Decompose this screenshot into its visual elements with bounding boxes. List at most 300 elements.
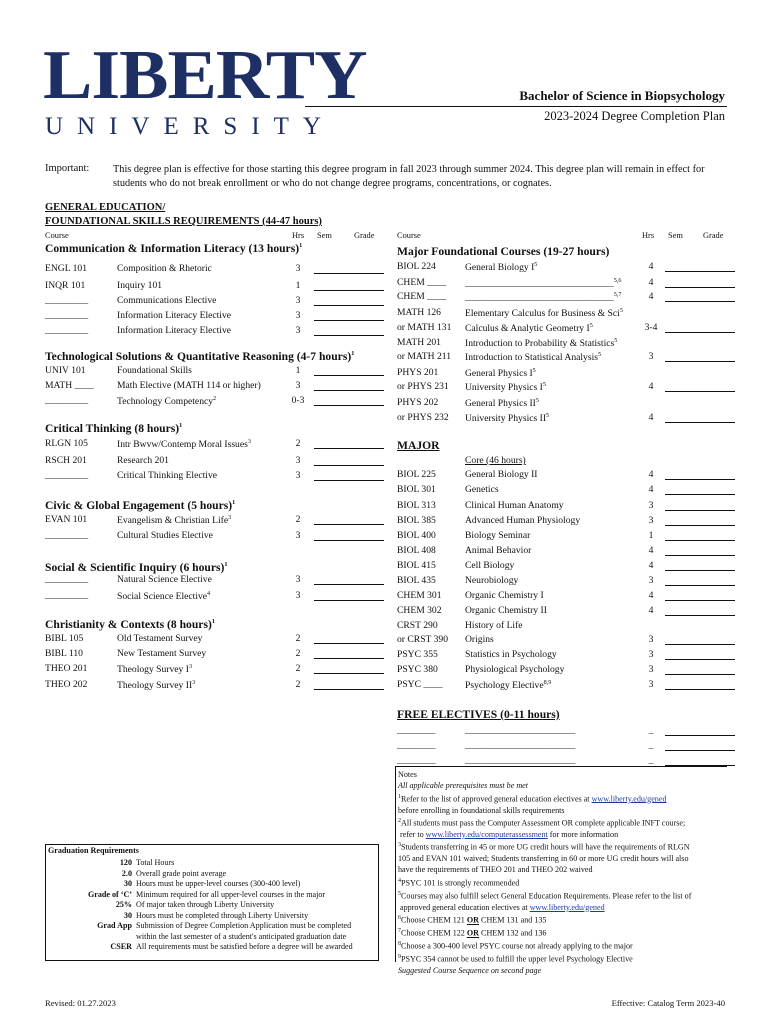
grad-req-text: Overall grade point average [136, 868, 227, 878]
course-name: Animal Behavior [465, 545, 532, 556]
course-row [0, 397, 770, 412]
course-name: Introduction to Statistical Analysis$^5$ [465, 351, 602, 364]
footnote-ref: 1 [351, 350, 355, 358]
semester-blank[interactable] [665, 494, 701, 495]
grad-req-key: CSER [110, 942, 132, 951]
course-code: ________ [397, 725, 436, 736]
footnote-ref: 5,6 [613, 277, 622, 284]
course-row [0, 455, 770, 470]
course-hours: 4 [648, 484, 654, 495]
course-row [0, 351, 770, 366]
course-hours: 2 [295, 438, 301, 449]
course-code: RSCH 201 [45, 455, 87, 466]
course-row [0, 438, 770, 453]
course-code: _________ [45, 295, 89, 306]
semester-blank[interactable] [665, 510, 701, 511]
course-name: _______________________ [465, 740, 576, 751]
course-name: History of Life [465, 620, 523, 631]
note-4: $^4$PSYC 101 is strongly recommended [398, 877, 520, 888]
course-row [0, 469, 770, 484]
course-hours: 2 [295, 679, 301, 690]
grad-req-key: Grade of ‘C’ [87, 889, 132, 899]
semester-blank[interactable] [665, 585, 701, 586]
course-row [0, 322, 770, 337]
col-grade-right: Grade [703, 231, 724, 240]
course-name: Information Literacy Elective [117, 310, 232, 321]
course-hours: _ [648, 740, 654, 751]
grad-req-text: within the last semester of a student's anticipated graduation date [136, 931, 347, 941]
course-code: _________ [45, 574, 89, 585]
grade-blank[interactable] [699, 510, 735, 511]
gen-ed-title-line1: GENERAL EDUCATION/ [45, 202, 166, 213]
note-9: $^9$PSYC 354 cannot be used to fulfill the upper level Psychology Elective [398, 953, 633, 964]
semester-blank[interactable] [665, 361, 701, 362]
semester-blank[interactable] [314, 448, 350, 449]
course-code: _________ [45, 470, 89, 481]
course-name: General Physics $II^5$ [465, 397, 539, 410]
course-name: Origins [465, 634, 494, 645]
grade-blank[interactable] [699, 540, 735, 541]
grade-blank[interactable] [699, 287, 735, 288]
course-hours: 0-3 [291, 395, 305, 406]
course-code: CHEM ____ [397, 277, 447, 288]
course-name: Introduction to Probability & Statistics$^5$ [465, 337, 618, 350]
col-grade-left: Grade [354, 231, 375, 240]
course-code: PSYC 380 [397, 664, 438, 675]
course-hours: 4 [648, 590, 654, 601]
grad-req-text: All requirements must be satisfied before a degree will be awarded [136, 942, 353, 951]
grade-blank[interactable] [699, 570, 735, 571]
important-text: This degree plan is effective for those starting this degree program in fall 2023 through summer 2024. This degree plan will remain in effect for students who do not break enrollment or who do not change degree programs, concentrations, or cognates. [113, 164, 705, 189]
course-code: or MATH 211 [397, 351, 452, 362]
revised-date: Revised: 01.27.2023 [45, 998, 116, 1008]
course-name: Psychology Elective$^{8,9}$ [465, 679, 552, 692]
semester-blank[interactable] [665, 540, 701, 541]
title-rule [305, 106, 727, 107]
course-name: Cell Biology [465, 560, 515, 571]
note-1-cont: before enrolling in foundational skills requirements [398, 805, 565, 815]
grad-req-key: 2.0 [121, 868, 132, 878]
course-row [0, 560, 770, 575]
course-row [0, 484, 770, 499]
course-code: CHEM 302 [397, 605, 442, 616]
course-name: _______________________ [465, 725, 576, 736]
course-name: Social Science Elective$^4$ [117, 590, 211, 603]
course-hours: 4 [648, 261, 654, 272]
course-row [0, 381, 770, 396]
course-hours: 1 [295, 280, 301, 291]
footnote-ref: 3 [192, 679, 196, 686]
footnote-ref: 3 [228, 514, 232, 521]
course-row [0, 590, 770, 605]
course-name: Old Testament Survey [117, 633, 203, 644]
semester-blank[interactable] [665, 570, 701, 571]
course-row [0, 291, 770, 306]
course-name: General Biology II [465, 469, 538, 480]
course-hours: 3 [295, 380, 301, 391]
grade-blank[interactable] [699, 361, 735, 362]
footnote-ref: 4 [207, 590, 211, 597]
semester-blank[interactable] [665, 555, 701, 556]
course-hours: 3 [295, 310, 301, 321]
grade-blank[interactable] [699, 479, 735, 480]
grade-blank[interactable] [699, 735, 735, 736]
course-hours: 3-4 [644, 322, 658, 333]
grade-blank[interactable] [348, 448, 384, 449]
grad-req-text: Of major taken through Liberty University [136, 900, 275, 909]
note-5-cont: approved general education electives at www.liberty.edu/gened [400, 902, 605, 912]
course-code: ________ [397, 740, 436, 751]
course-hours: 3 [648, 679, 654, 690]
grade-blank[interactable] [699, 271, 735, 272]
course-name: Research 201 [117, 455, 169, 466]
course-code: THEO 202 [45, 679, 88, 690]
course-hours: 3 [295, 263, 301, 274]
course-hours: 3 [295, 590, 301, 601]
course-name: Cultural Studies Elective [117, 530, 213, 541]
grade-blank[interactable] [699, 674, 735, 675]
plan-subtitle: 2023-2024 Degree Completion Plan [544, 109, 725, 123]
course-name: Math Elective (MATH 114 or higher) [117, 380, 261, 391]
course-name: Elementary Calculus for Business & Sci$^5$ [465, 307, 623, 320]
footnote-ref: 5 [535, 397, 539, 404]
free-electives-title: FREE ELECTIVES (0-11 hours) [397, 708, 560, 721]
grade-blank[interactable] [348, 465, 384, 466]
notes-intro: All applicable prerequisites must be met [398, 781, 529, 791]
course-row [0, 277, 770, 292]
liberty-logo: LIBERTY [43, 36, 367, 115]
section-title-text: Critical Thinking (8 hours) [45, 422, 180, 435]
free-elective-row [0, 725, 770, 740]
semester-blank[interactable] [665, 271, 701, 272]
course-hours: 4 [648, 605, 654, 616]
course-hours: 3 [295, 574, 301, 585]
col-course-left: Course [45, 231, 69, 240]
course-code: PSYC ____ [397, 679, 443, 690]
notes-box [395, 766, 727, 975]
note-3: $^3$Students transferring in 45 or more UG credit hours will have the requirements of RLGN [398, 842, 690, 852]
semester-blank[interactable] [665, 735, 701, 736]
course-code: EVAN 101 [45, 514, 88, 525]
course-hours: 3 [648, 515, 654, 526]
course-code: MATH 201 [397, 337, 441, 348]
course-hours: _ [648, 725, 654, 736]
major-title: MAJOR [397, 439, 440, 452]
course-code: BIOL 225 [397, 469, 436, 480]
course-code: BIOL 385 [397, 515, 436, 526]
course-hours: 2 [295, 633, 301, 644]
note-6: $^6$Choose CHEM 121 OR CHEM 131 and 135 [398, 915, 547, 925]
grade-blank[interactable] [699, 494, 735, 495]
col-course-right: Course [397, 231, 421, 240]
grade-blank[interactable] [699, 555, 735, 556]
semester-blank[interactable] [665, 422, 701, 423]
course-hours: 2 [295, 514, 301, 525]
grade-blank[interactable] [699, 391, 735, 392]
grade-blank[interactable] [699, 659, 735, 660]
footnote-ref: 1 [224, 561, 228, 569]
degree-title: Bachelor of Science in Biopsychology [519, 88, 725, 103]
course-hours: 3 [648, 575, 654, 586]
footnote-ref: 1 [232, 499, 236, 507]
gened-link-2[interactable]: www.liberty.edu/gened [529, 902, 605, 912]
course-name: Physiological Psychology [465, 664, 565, 675]
course-row [0, 620, 770, 635]
course-hours: 4 [648, 560, 654, 571]
semester-blank[interactable] [665, 479, 701, 480]
note-3-cont2: have the requirements of THEO 201 and THEO 202 waived [398, 865, 593, 875]
course-hours: 4 [648, 277, 654, 288]
grade-blank[interactable] [699, 689, 735, 690]
semester-blank[interactable] [314, 465, 350, 466]
course-name: Calculus & Analytic Geometry $I^5$ [465, 322, 593, 335]
course-code: or CRST 390 [397, 634, 448, 645]
note-1: $^1$Refer to the list of approved general education electives at www.liberty.edu/gened [398, 793, 667, 804]
note-5: $^5$Courses may also fulfill select General Education Requirements. Please refer to the list of [398, 890, 692, 901]
course-name: _______________________ [465, 755, 576, 766]
course-hours: 3 [295, 295, 301, 306]
effective-term: Effective: Catalog Term 2023-40 [611, 998, 725, 1008]
semester-blank[interactable] [665, 750, 701, 751]
footnote-ref: 5 [619, 307, 623, 314]
course-code: MATH ____ [45, 380, 94, 391]
course-row [0, 605, 770, 620]
footnote-ref: 5,7 [613, 291, 622, 298]
course-row [0, 337, 770, 352]
grad-req-text: Hours must be completed through Liberty University [136, 910, 309, 920]
semester-blank[interactable] [665, 525, 701, 526]
course-hours: 4 [648, 545, 654, 556]
course-code: CHEM 301 [397, 590, 442, 601]
grade-blank[interactable] [699, 525, 735, 526]
course-name: Communications Elective [117, 295, 217, 306]
course-row [0, 664, 770, 679]
course-code: or MATH 131 [397, 322, 452, 333]
course-row [0, 500, 770, 515]
section-title-text: Technological Solutions & Quantitative Reasoning (4-7 hours) [45, 350, 352, 363]
section-title-text: Communication & Information Literacy (13 hours) [45, 242, 300, 255]
grad-req-key: 30 [123, 879, 132, 888]
semester-blank[interactable] [665, 674, 701, 675]
section-title-text: Civic & Global Engagement (5 hours) [45, 499, 233, 512]
course-name: Genetics [465, 484, 499, 495]
grade-blank[interactable] [699, 750, 735, 751]
course-code: BIBL 110 [45, 648, 83, 659]
course-name: Intr Bwvw/Contemp Moral Issues$^3$ [117, 438, 251, 451]
course-row [0, 545, 770, 560]
course-name: _______________________________$^{5,6}$ [465, 277, 622, 290]
grade-blank[interactable] [699, 615, 735, 616]
semester-blank[interactable] [665, 644, 701, 645]
course-code: or PHYS 231 [397, 381, 449, 392]
course-code: _________ [45, 395, 89, 406]
course-hours: 3 [648, 634, 654, 645]
footnote-ref: 1 [299, 242, 303, 250]
course-code: _________ [45, 590, 89, 601]
course-row [0, 649, 770, 664]
course-hours: 4 [648, 469, 654, 480]
course-hours: 1 [648, 530, 654, 541]
course-name: Evangelism & Christian Life$^3$ [117, 514, 232, 527]
grad-req-title: Graduation Requirements [48, 846, 139, 855]
footnote-ref: 3 [247, 438, 251, 445]
course-row [0, 679, 770, 694]
course-name: New Testament Survey [117, 648, 207, 659]
grade-blank[interactable] [699, 301, 735, 302]
major-core-label: Core (46 hours) [465, 455, 526, 466]
course-row [0, 575, 770, 590]
course-row [0, 530, 770, 545]
grade-blank[interactable] [699, 332, 735, 333]
grad-req-text: Total Hours [136, 858, 175, 867]
course-hours: 3 [295, 470, 301, 481]
course-name: Inquiry 101 [117, 280, 163, 291]
course-code: BIOL 435 [397, 575, 436, 586]
course-hours: 1 [295, 365, 301, 376]
course-code: RLGN 105 [45, 438, 88, 449]
course-row [0, 307, 770, 322]
course-hours: 2 [295, 663, 301, 674]
grade-blank[interactable] [699, 644, 735, 645]
footnote-ref: 5 [597, 351, 602, 358]
grade-blank[interactable] [699, 422, 735, 423]
note-8: $^8$Choose a 300-400 level PSYC course not already applying to the major [398, 940, 633, 951]
graduation-requirements-box [45, 844, 379, 961]
course-code: BIBL 105 [45, 633, 84, 644]
semester-blank[interactable] [665, 287, 701, 288]
footnote-ref: 5 [589, 322, 593, 329]
semester-blank[interactable] [665, 689, 701, 690]
course-code: _________ [45, 530, 89, 541]
course-row [0, 367, 770, 382]
footnote-ref: 5 [542, 381, 546, 388]
course-hours: 4 [648, 381, 654, 392]
semester-blank[interactable] [665, 332, 701, 333]
course-code: or PHYS 232 [397, 412, 449, 423]
course-hours: 3 [295, 325, 301, 336]
course-hours: 3 [295, 455, 301, 466]
footnote-ref: 5 [614, 337, 618, 344]
section-title-text: Social & Scientific Inquiry (6 hours) [45, 561, 225, 574]
course-code: BIOL 224 [397, 261, 436, 272]
note-2-cont: refer to www.liberty.edu/computerassessment for more information [400, 829, 619, 839]
course-row [0, 634, 770, 649]
course-name: _______________________________$^{5,7}$ [465, 291, 622, 304]
semester-blank[interactable] [665, 600, 701, 601]
course-name: Information Literacy Elective [117, 325, 232, 336]
gen-ed-title [45, 201, 322, 229]
major-foundational-title: Major Foundational Courses (19-27 hours) [397, 245, 610, 258]
col-sem-left: Sem [317, 231, 332, 240]
course-hours: 3 [295, 530, 301, 541]
course-name: Organic Chemistry I [465, 590, 544, 601]
course-code: PSYC 355 [397, 649, 438, 660]
course-code: THEO 201 [45, 663, 88, 674]
course-name: Biology Seminar [465, 530, 531, 541]
course-code: CHEM ____ [397, 291, 447, 302]
grad-req-text: Minimum required for all upper-level courses in the major [136, 889, 326, 899]
course-name: Foundational Skills [117, 365, 192, 376]
course-code: ENGL 101 [45, 263, 88, 274]
course-name: General Physics $I^5$ [465, 367, 536, 380]
section-title [45, 242, 302, 255]
course-row [0, 515, 770, 530]
grad-req-key: 25% [115, 900, 132, 909]
course-hours: 4 [648, 412, 654, 423]
course-code: _________ [45, 325, 89, 336]
semester-blank[interactable] [665, 659, 701, 660]
semester-blank[interactable] [665, 301, 701, 302]
col-hrs-right: Hrs [642, 231, 655, 240]
col-sem-right: Sem [668, 231, 683, 240]
course-hours: 3 [648, 500, 654, 511]
computer-assessment-link[interactable]: www.liberty.edu/computerassessment [425, 829, 548, 839]
course-name: Clinical Human Anatomy [465, 500, 564, 511]
course-name: Theology Survey $II^3$ [117, 679, 196, 692]
notes-title: Notes [398, 770, 417, 779]
footnote-ref: 5 [534, 261, 538, 268]
grad-req-text: Submission of Degree Completion Application must be completed [136, 921, 352, 930]
course-name: Advanced Human Physiology [465, 515, 581, 526]
footnote-ref: 5 [546, 412, 550, 419]
section-title-text: Christianity & Contexts (8 hours) [45, 618, 212, 631]
semester-blank[interactable] [665, 391, 701, 392]
course-name: General Biology $I^5$ [465, 261, 538, 274]
course-hours: 3 [648, 664, 654, 675]
course-code: INQR 101 [45, 280, 86, 291]
course-code: PHYS 202 [397, 397, 439, 408]
footnote-ref: 2 [213, 395, 217, 402]
university-logo-text: UNIVERSITY [45, 113, 335, 140]
course-code: UNIV 101 [45, 365, 86, 376]
grad-req-key: 30 [123, 910, 132, 920]
course-code: BIOL 400 [397, 530, 436, 541]
footnote-ref: 1 [211, 618, 215, 626]
grade-blank[interactable] [699, 600, 735, 601]
course-name: Neurobiology [465, 575, 519, 586]
course-row [0, 261, 770, 276]
col-hrs-left: Hrs [292, 231, 305, 240]
course-name: Organic Chemistry II [465, 605, 547, 616]
grade-blank[interactable] [699, 585, 735, 586]
footnote-ref: 8,9 [543, 679, 552, 686]
suggested-sequence: Suggested Course Sequence on second page [398, 965, 542, 975]
course-name: Natural Science Elective [117, 574, 212, 585]
free-elective-row [0, 740, 770, 755]
course-hours: 3 [648, 649, 654, 660]
course-name: University Physics $II^5$ [465, 412, 550, 425]
gened-link[interactable]: www.liberty.edu/gened [591, 794, 667, 804]
course-name: Statistics in Psychology [465, 649, 557, 660]
course-name: Critical Thinking Elective [117, 470, 217, 481]
note-7: $^7$Choose CHEM 122 OR CHEM 132 and 136 [398, 927, 547, 938]
course-name: Composition & Rhetoric [117, 263, 212, 274]
note-2: $^2$All students must pass the Computer Assessment OR complete applicable INFT course; [398, 817, 686, 828]
course-hours: _ [648, 755, 654, 766]
course-hours: 3 [648, 351, 654, 362]
course-code: BIOL 301 [397, 484, 436, 495]
grad-req-key: Grad App [97, 921, 132, 930]
semester-blank[interactable] [665, 615, 701, 616]
gen-ed-title-line2: FOUNDATIONAL SKILLS REQUIREMENTS (44-47 hours) [45, 216, 322, 227]
course-name: University Physics $I^5$ [465, 381, 546, 394]
course-code: CRST 290 [397, 620, 438, 631]
footnote-ref: 3 [188, 663, 193, 670]
note-3-cont: 105 and EVAN 101 waived; Students transferring in 60 or more UG credit hours will also [398, 854, 689, 864]
course-code: BIOL 313 [397, 500, 436, 511]
course-code: _________ [45, 310, 89, 321]
course-code: ________ [397, 755, 436, 766]
